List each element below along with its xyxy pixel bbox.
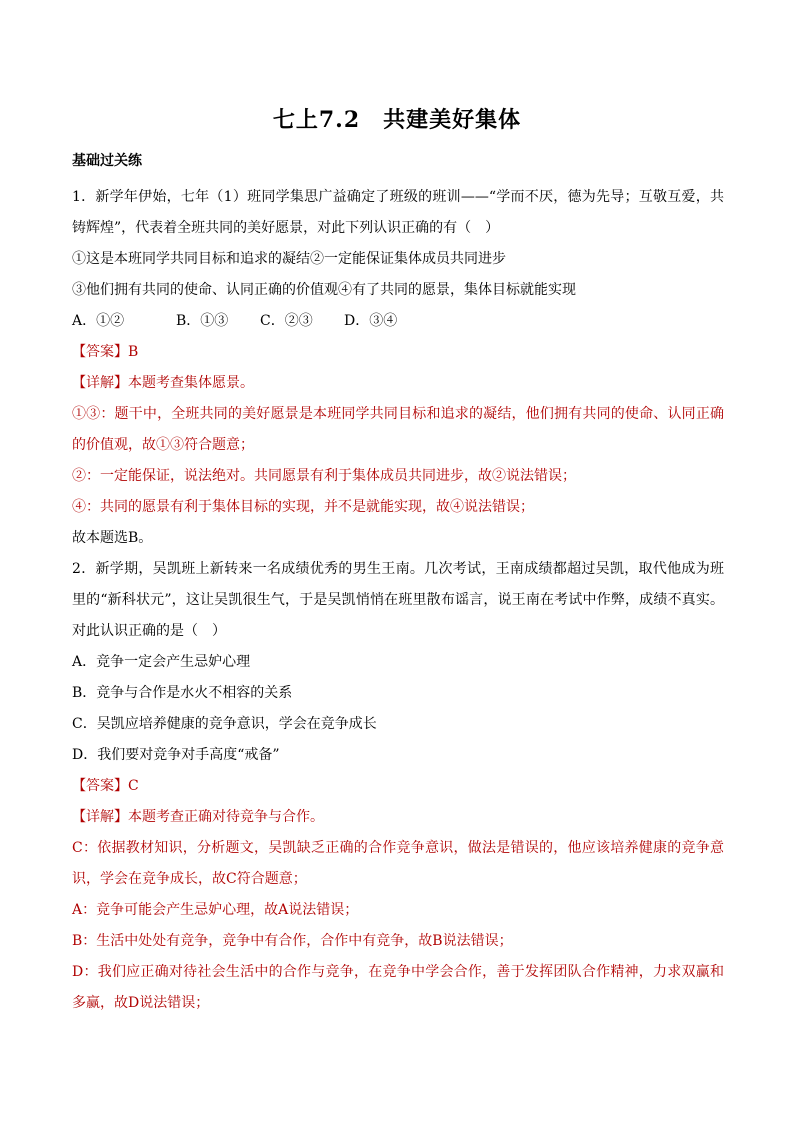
q1-choice-b: B．①③: [176, 313, 229, 329]
q1-statement-line-1: ①这是本班同学共同目标和追求的凝结②一定能保证集体成员共同进步: [72, 251, 506, 267]
q1-detail: 【详解】本题考查集体愿景。: [72, 375, 254, 391]
q1-choice-d: D．③④: [344, 313, 398, 329]
q1-conclusion: 故本题选B。: [72, 530, 153, 546]
q2-explanation-d: D：我们应正确对待社会生活中的合作与竞争，在竞争中学会合作，善于发挥团队合作精神，力求双赢和多赢，故D说法错误；: [72, 964, 724, 1011]
q2-option-a: A．竞争一定会产生忌妒心理: [72, 654, 251, 670]
q1-choice-c: C．②③: [260, 313, 313, 329]
q2-option-d: D．我们要对竞争对手高度“戒备”: [72, 747, 280, 763]
q2-answer: 【答案】C: [72, 778, 139, 794]
question-content: [72, 182, 724, 1019]
q2-explanation-a: A：竞争可能会产生忌妒心理，故A说法错误；: [72, 902, 359, 918]
q1-choices: [72, 306, 724, 337]
page-title: 七上7.2 共建美好集体: [272, 107, 522, 133]
q1-statement-line-2: ③他们拥有共同的使命、认同正确的价值观④有了共同的愿景，集体目标就能实现: [72, 282, 576, 298]
q1-explanation-3: ④：共同的愿景有利于集体目标的实现，并不是就能实现，故④说法错误；: [72, 499, 534, 515]
q1-explanation-1: ①③：题干中，全班共同的美好愿景是本班同学共同目标和追求的凝结，他们拥有共同的使命、认同正确的价值观，故①③符合题意；: [72, 406, 724, 453]
q2-explanation-b: B：生活中处处有竞争，竞争中有合作，合作中有竞争，故B说法错误；: [72, 933, 513, 949]
q2-detail: 【详解】本题考查正确对待竞争与合作。: [72, 809, 324, 825]
q1-answer: 【答案】B: [72, 344, 139, 360]
q2-stem: 2．新学期，吴凯班上新转来一名成绩优秀的男生王南。几次考试，王南成绩都超过吴凯，取代他成为班里的“新科状元”，这让吴凯很生气，于是吴凯悄悄在班里散布谣言，说王南在考试中作弊，成绩不真实。对此认识正确的是（ ）: [72, 561, 724, 639]
q1-stem: 1．新学年伊始，七年（1）班同学集思广益确定了班级的班训——“学而不厌，德为先导；互敬互爱，共铸辉煌”，代表着全班共同的美好愿景，对此下列认识正确的有（ ）: [72, 189, 724, 236]
q2-option-c: C．吴凯应培养健康的竞争意识，学会在竞争成长: [72, 716, 377, 732]
section-heading: 基础过关练: [72, 153, 142, 169]
q2-option-b: B．竞争与合作是水火不相容的关系: [72, 685, 293, 701]
q1-choice-a: A．①②: [72, 313, 125, 329]
q2-explanation-c: C：依据教材知识，分析题文，吴凯缺乏正确的合作竞争意识，做法是错误的，他应该培养健康的竞争意识，学会在竞争成长，故C符合题意；: [72, 840, 724, 887]
q1-explanation-2: ②：一定能保证，说法绝对。共同愿景有利于集体成员共同进步，故②说法错误；: [72, 468, 576, 484]
